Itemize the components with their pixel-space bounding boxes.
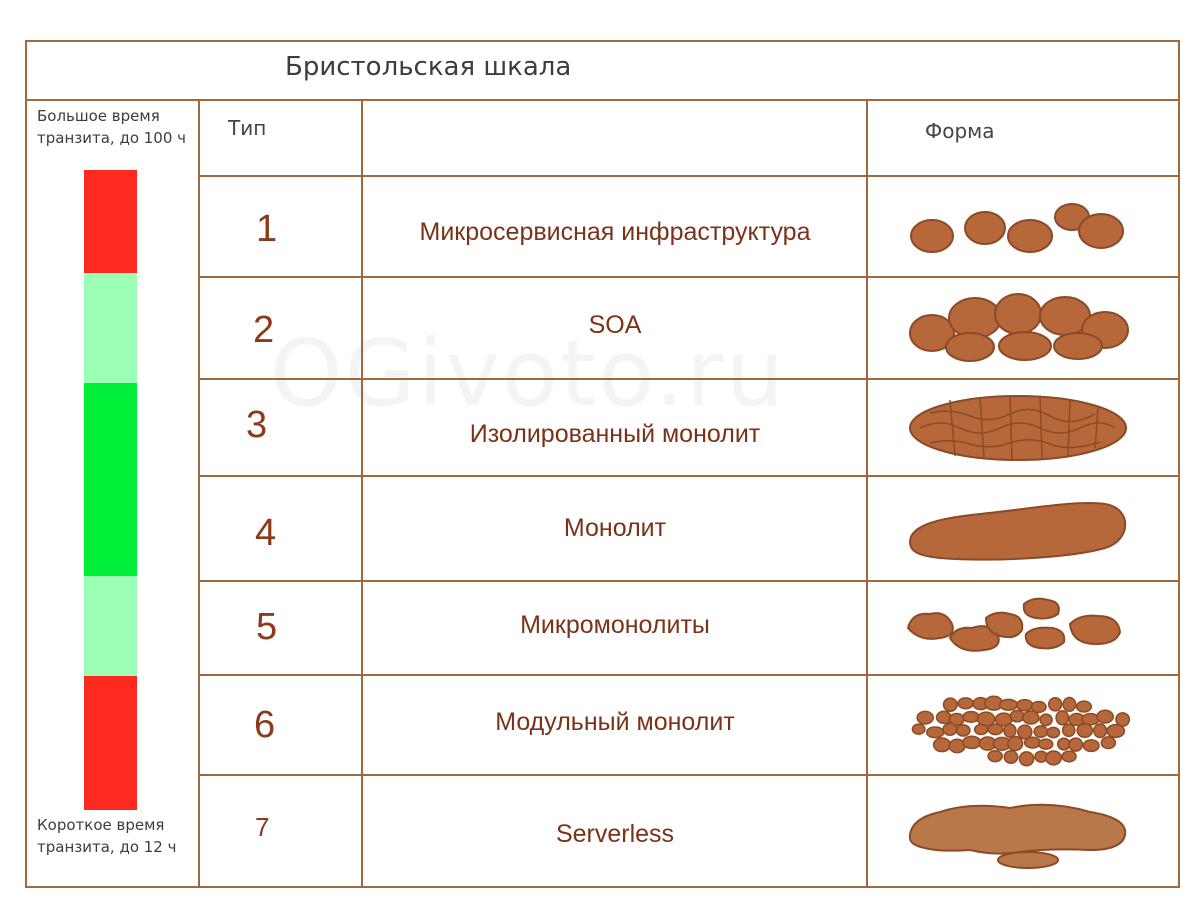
mushy-piece [1023, 711, 1039, 724]
mushy-piece [1019, 752, 1033, 766]
type-number: 6 [254, 704, 276, 746]
mushy-piece [1004, 751, 1017, 764]
mushy-piece [988, 724, 1002, 734]
header-shape: Форма [925, 119, 995, 143]
cracked-sausage-icon [900, 388, 1140, 468]
row-divider [200, 774, 1180, 776]
type-number: 5 [256, 606, 278, 648]
mushy-piece [1069, 738, 1082, 751]
mushy-piece [1000, 699, 1018, 710]
row-divider [200, 475, 1180, 477]
mushy-piece [958, 698, 973, 709]
mushy-piece [917, 711, 933, 724]
mushy-piece [1097, 710, 1113, 723]
type-name: Изолированный монолит [469, 420, 761, 448]
type-number: 3 [246, 404, 268, 446]
mushy-piece [1010, 710, 1024, 721]
mushy-piece [1040, 714, 1052, 725]
type-number: 7 [255, 812, 270, 842]
mushy-piece [944, 698, 958, 711]
transit-bar-segment-lightgreen-top [84, 273, 137, 383]
row-divider [200, 674, 1180, 676]
mushy-piece [1017, 700, 1033, 711]
mushy-piece [1025, 737, 1041, 748]
mushy-piece [1077, 724, 1092, 738]
transit-bar-segment-red-top [84, 170, 137, 273]
type-name: Монолит [563, 514, 667, 542]
row-divider [200, 276, 1180, 278]
long-transit-label: Большое время транзита, до 100 ч [37, 107, 187, 147]
mushy-piece [1008, 736, 1023, 750]
mushy-piece [1062, 751, 1076, 762]
mushy-piece [912, 724, 924, 734]
mushy-piece [1077, 701, 1092, 712]
mushy-piece [1056, 711, 1069, 725]
mushy-piece [1083, 740, 1099, 752]
type-number: 1 [256, 208, 278, 250]
type-name: Serverless [555, 820, 675, 848]
mushy-piece [943, 723, 957, 735]
lumpy-sausage-icon [900, 283, 1140, 368]
mushy-piece [963, 736, 981, 748]
mushy-piece [1058, 738, 1070, 750]
short-transit-label: Короткое время транзита, до 12 ч [37, 816, 177, 856]
mushy-pieces-icon [900, 683, 1140, 773]
scale-title: Бристольская шкала [285, 52, 572, 82]
mushy-piece [1034, 726, 1048, 737]
row-divider [200, 378, 1180, 380]
mushy-piece [957, 725, 970, 736]
mushy-piece [1039, 739, 1053, 749]
mushy-piece [1018, 725, 1032, 739]
transit-bar-segment-red-bottom [84, 676, 137, 810]
mushy-piece [1101, 737, 1115, 749]
shape-column-divider [866, 100, 868, 886]
soft-blobs-icon [900, 590, 1140, 665]
transit-bar-segment-lightgreen-bottom [84, 576, 137, 676]
type-name: SOA [588, 311, 642, 339]
mushy-piece [1094, 724, 1107, 738]
header-divider [200, 175, 1180, 177]
mushy-piece [1063, 724, 1075, 736]
mushy-piece [1107, 725, 1124, 738]
mushy-piece [927, 727, 944, 738]
type-name: Микромонолиты [520, 611, 710, 639]
separate-lumps-icon [900, 195, 1140, 265]
header-type: Тип [228, 116, 267, 140]
mushy-piece [1063, 698, 1075, 712]
mushy-piece [988, 751, 1002, 762]
mushy-piece [934, 738, 951, 752]
mushy-piece [937, 711, 952, 723]
row-divider [200, 580, 1180, 582]
mushy-piece [963, 712, 979, 723]
side-column-divider [198, 100, 200, 886]
transit-bar-segment-green [84, 383, 137, 576]
mushy-piece [1004, 724, 1016, 737]
type-number: 4 [255, 512, 277, 554]
liquid-puddle-icon [900, 790, 1140, 875]
mushy-piece [1047, 727, 1059, 737]
mushy-piece [1046, 751, 1062, 765]
mushy-piece [975, 725, 988, 735]
mushy-piece [1049, 698, 1062, 711]
type-column-divider [361, 100, 363, 886]
type-name: Микросервисная инфраструктура [419, 218, 811, 246]
type-number: 2 [253, 309, 275, 351]
type-name: Модульный монолит [495, 708, 735, 736]
smooth-sausage-icon [900, 490, 1140, 570]
